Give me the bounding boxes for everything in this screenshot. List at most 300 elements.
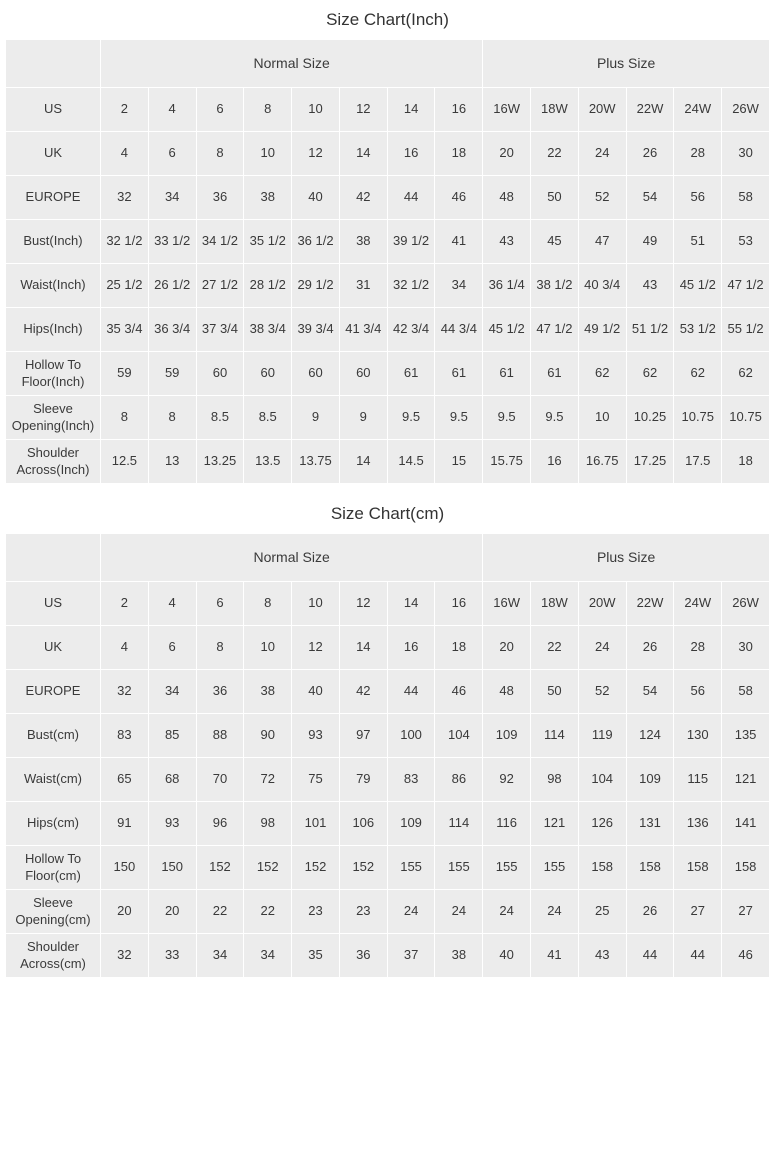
table-cell: 155 [531,846,579,890]
table-cell: 50 [531,670,579,714]
table-cell: 27 [722,890,770,934]
table-cell: 26 [626,890,674,934]
table-row [6,176,770,220]
table-cell: 42 [339,670,387,714]
table-cell: 61 [435,352,483,396]
size-table-cm-body [6,534,770,978]
table-cell: 56 [674,176,722,220]
table-cell: 17.25 [626,440,674,484]
table-cell: 48 [483,176,531,220]
table-cell: 8 [196,132,244,176]
table-cell: 23 [339,890,387,934]
table-cell: 14.5 [387,440,435,484]
table-cell: 9 [292,396,340,440]
table-cell: 36 [196,176,244,220]
table-cell: 42 [339,176,387,220]
table-cell: 35 1/2 [244,220,292,264]
table-row [6,264,770,308]
table-cell: 25 1/2 [101,264,149,308]
table-cell: 12 [339,88,387,132]
table-cell: 41 [435,220,483,264]
table-cell: 4 [101,132,149,176]
table-cell: 29 1/2 [292,264,340,308]
table-cell: 18 [435,626,483,670]
size-chart-inch-section [0,0,775,484]
table-cell: 46 [435,176,483,220]
table-cell: 35 3/4 [101,308,149,352]
size-chart-cm-section [0,494,775,978]
table-cell: 28 [674,626,722,670]
table-cell: 47 [578,220,626,264]
table-cell: 155 [387,846,435,890]
table-cell: 37 3/4 [196,308,244,352]
size-table-inch-body [6,40,770,484]
table-cell: 2 [101,88,149,132]
table-cell: 26W [722,88,770,132]
table-cell: 49 1/2 [578,308,626,352]
table-row-label: Hips(cm) [6,802,101,846]
table-corner-cell [6,534,101,582]
table-cell: 60 [339,352,387,396]
table-cell: 116 [483,802,531,846]
table-cell: 22 [196,890,244,934]
table-cell: 22 [531,626,579,670]
section-divider [0,484,775,494]
table-cell: 6 [196,88,244,132]
table-cell: 32 [101,670,149,714]
table-row-label: Shoulder Across(Inch) [6,440,101,484]
table-cell: 41 3/4 [339,308,387,352]
table-cell: 44 [387,176,435,220]
table-cell: 126 [578,802,626,846]
table-cell: 16 [387,132,435,176]
table-cell: 39 3/4 [292,308,340,352]
table-cell: 51 1/2 [626,308,674,352]
table-cell: 10 [578,396,626,440]
table-cell: 62 [578,352,626,396]
table-cell: 36 [339,934,387,978]
table-cell: 141 [722,802,770,846]
table-cell: 44 3/4 [435,308,483,352]
table-row-label: Hips(Inch) [6,308,101,352]
table-cell: 62 [626,352,674,396]
table-cell: 18 [435,132,483,176]
table-cell: 34 [148,176,196,220]
table-cell: 51 [674,220,722,264]
table-cell: 152 [292,846,340,890]
table-cell: 20 [483,132,531,176]
table-cell: 135 [722,714,770,758]
table-cell: 46 [435,670,483,714]
table-cell: 16 [531,440,579,484]
table-cell: 115 [674,758,722,802]
table-cell: 40 3/4 [578,264,626,308]
table-cell: 32 [101,176,149,220]
table-cell: 48 [483,670,531,714]
table-cell: 24 [578,132,626,176]
table-cell: 54 [626,670,674,714]
table-cell: 20 [101,890,149,934]
table-cell: 61 [531,352,579,396]
table-cell: 10.25 [626,396,674,440]
table-cell: 98 [244,802,292,846]
table-cell: 24W [674,88,722,132]
table-cell: 23 [292,890,340,934]
table-cell: 43 [626,264,674,308]
table-cell: 109 [483,714,531,758]
table-row [6,758,770,802]
table-row [6,220,770,264]
table-cell: 12 [292,132,340,176]
table-cell: 88 [196,714,244,758]
table-cell: 22 [531,132,579,176]
table-cell: 119 [578,714,626,758]
table-group-header: Plus Size [483,40,770,88]
table-cell: 30 [722,132,770,176]
table-cell: 2 [101,582,149,626]
table-cell: 44 [626,934,674,978]
table-cell: 33 [148,934,196,978]
table-cell: 58 [722,176,770,220]
table-cell: 28 1/2 [244,264,292,308]
table-cell: 55 1/2 [722,308,770,352]
table-cell: 96 [196,802,244,846]
table-cell: 12 [292,626,340,670]
table-cell: 18W [531,88,579,132]
table-cell: 43 [578,934,626,978]
table-cell: 42 3/4 [387,308,435,352]
table-cell: 83 [101,714,149,758]
table-cell: 16 [435,88,483,132]
table-cell: 34 [148,670,196,714]
table-cell: 6 [148,626,196,670]
table-row-label: Sleeve Opening(cm) [6,890,101,934]
table-cell: 14 [387,582,435,626]
table-cell: 79 [339,758,387,802]
table-row-label: Bust(cm) [6,714,101,758]
table-cell: 10 [292,582,340,626]
table-row-label: EUROPE [6,176,101,220]
table-cell: 90 [244,714,292,758]
table-cell: 6 [148,132,196,176]
table-row-label: UK [6,132,101,176]
table-cell: 45 1/2 [674,264,722,308]
table-cell: 32 1/2 [387,264,435,308]
table-cell: 16.75 [578,440,626,484]
table-row [6,626,770,670]
table-cell: 12 [339,582,387,626]
table-row [6,846,770,890]
table-cell: 93 [148,802,196,846]
table-cell: 45 1/2 [483,308,531,352]
table-cell: 37 [387,934,435,978]
table-cell: 43 [483,220,531,264]
table-row [6,352,770,396]
table-cell: 38 [244,176,292,220]
table-cell: 24 [483,890,531,934]
table-cell: 9.5 [531,396,579,440]
table-cell: 13.25 [196,440,244,484]
table-cell: 40 [292,670,340,714]
table-row [6,396,770,440]
table-row [6,670,770,714]
page-title-inch: Size Chart(Inch) [0,0,775,39]
table-cell: 10.75 [722,396,770,440]
table-cell: 9.5 [435,396,483,440]
table-cell: 152 [196,846,244,890]
table-cell: 31 [339,264,387,308]
table-cell: 24W [674,582,722,626]
table-cell: 33 1/2 [148,220,196,264]
table-cell: 35 [292,934,340,978]
table-cell: 14 [339,440,387,484]
table-cell: 38 [339,220,387,264]
table-cell: 85 [148,714,196,758]
table-cell: 158 [722,846,770,890]
table-cell: 50 [531,176,579,220]
table-cell: 24 [531,890,579,934]
table-cell: 86 [435,758,483,802]
table-cell: 10.75 [674,396,722,440]
table-cell: 121 [722,758,770,802]
table-cell: 70 [196,758,244,802]
table-cell: 15.75 [483,440,531,484]
table-cell: 150 [148,846,196,890]
table-cell: 36 1/2 [292,220,340,264]
table-cell: 24 [435,890,483,934]
table-cell: 15 [435,440,483,484]
table-cell: 65 [101,758,149,802]
table-cell: 13.75 [292,440,340,484]
table-cell: 121 [531,802,579,846]
table-cell: 4 [148,88,196,132]
table-cell: 98 [531,758,579,802]
table-cell: 158 [626,846,674,890]
table-cell: 27 1/2 [196,264,244,308]
table-cell: 59 [101,352,149,396]
table-group-header-row [6,40,770,88]
table-row [6,440,770,484]
size-table-inch [5,39,770,484]
table-cell: 13 [148,440,196,484]
table-cell: 9 [339,396,387,440]
table-cell: 158 [578,846,626,890]
table-cell: 62 [674,352,722,396]
table-cell: 155 [483,846,531,890]
table-cell: 38 [435,934,483,978]
table-cell: 61 [483,352,531,396]
table-cell: 27 [674,890,722,934]
table-cell: 62 [722,352,770,396]
table-cell: 14 [339,132,387,176]
table-cell: 8 [196,626,244,670]
table-cell: 20W [578,582,626,626]
table-cell: 60 [244,352,292,396]
table-row-label: US [6,88,101,132]
table-row-label: Hollow To Floor(Inch) [6,352,101,396]
table-cell: 44 [387,670,435,714]
table-cell: 26 [626,132,674,176]
table-cell: 26 1/2 [148,264,196,308]
table-cell: 104 [435,714,483,758]
table-row [6,890,770,934]
table-cell: 36 3/4 [148,308,196,352]
table-cell: 13.5 [244,440,292,484]
table-cell: 45 [531,220,579,264]
size-table-cm [5,533,770,978]
table-cell: 152 [244,846,292,890]
table-cell: 114 [435,802,483,846]
table-cell: 124 [626,714,674,758]
table-cell: 14 [339,626,387,670]
table-group-header: Normal Size [101,534,483,582]
table-cell: 72 [244,758,292,802]
table-row-label: Sleeve Opening(Inch) [6,396,101,440]
table-cell: 114 [531,714,579,758]
table-cell: 25 [578,890,626,934]
table-cell: 24 [578,626,626,670]
table-cell: 17.5 [674,440,722,484]
table-cell: 109 [626,758,674,802]
table-cell: 8 [244,88,292,132]
table-cell: 131 [626,802,674,846]
table-cell: 8.5 [244,396,292,440]
table-cell: 136 [674,802,722,846]
table-row [6,802,770,846]
table-cell: 97 [339,714,387,758]
table-cell: 59 [148,352,196,396]
table-cell: 101 [292,802,340,846]
table-cell: 18 [722,440,770,484]
table-group-header-row [6,534,770,582]
table-cell: 39 1/2 [387,220,435,264]
page-title-cm: Size Chart(cm) [0,494,775,533]
table-cell: 34 [244,934,292,978]
table-cell: 40 [483,934,531,978]
table-cell: 26 [626,626,674,670]
table-cell: 109 [387,802,435,846]
table-cell: 20 [483,626,531,670]
table-cell: 68 [148,758,196,802]
table-cell: 91 [101,802,149,846]
table-cell: 41 [531,934,579,978]
table-cell: 83 [387,758,435,802]
table-cell: 34 1/2 [196,220,244,264]
table-row-label: Bust(Inch) [6,220,101,264]
table-cell: 155 [435,846,483,890]
table-cell: 46 [722,934,770,978]
table-cell: 60 [292,352,340,396]
table-cell: 16 [387,626,435,670]
table-row-label: Waist(Inch) [6,264,101,308]
table-cell: 14 [387,88,435,132]
table-cell: 8 [101,396,149,440]
table-cell: 16W [483,88,531,132]
table-cell: 36 [196,670,244,714]
table-cell: 54 [626,176,674,220]
table-row [6,88,770,132]
table-row [6,308,770,352]
table-group-header: Plus Size [483,534,770,582]
table-cell: 10 [244,626,292,670]
table-cell: 6 [196,582,244,626]
table-cell: 28 [674,132,722,176]
table-cell: 36 1/4 [483,264,531,308]
table-cell: 47 1/2 [531,308,579,352]
table-cell: 4 [101,626,149,670]
table-row [6,714,770,758]
table-cell: 34 [435,264,483,308]
table-cell: 106 [339,802,387,846]
table-cell: 56 [674,670,722,714]
table-cell: 152 [339,846,387,890]
table-cell: 20W [578,88,626,132]
table-cell: 10 [244,132,292,176]
table-cell: 16W [483,582,531,626]
table-row-label: EUROPE [6,670,101,714]
table-cell: 130 [674,714,722,758]
table-cell: 44 [674,934,722,978]
table-cell: 22W [626,582,674,626]
table-cell: 53 [722,220,770,264]
table-cell: 12.5 [101,440,149,484]
table-cell: 22 [244,890,292,934]
table-cell: 38 [244,670,292,714]
table-cell: 158 [674,846,722,890]
table-cell: 18W [531,582,579,626]
table-cell: 60 [196,352,244,396]
table-cell: 53 1/2 [674,308,722,352]
table-cell: 34 [196,934,244,978]
table-cell: 32 [101,934,149,978]
table-row [6,582,770,626]
table-cell: 38 3/4 [244,308,292,352]
table-cell: 32 1/2 [101,220,149,264]
table-cell: 75 [292,758,340,802]
table-cell: 10 [292,88,340,132]
table-row-label: US [6,582,101,626]
table-cell: 22W [626,88,674,132]
table-cell: 38 1/2 [531,264,579,308]
table-cell: 8.5 [196,396,244,440]
table-cell: 8 [148,396,196,440]
table-cell: 16 [435,582,483,626]
table-cell: 47 1/2 [722,264,770,308]
table-cell: 58 [722,670,770,714]
table-cell: 150 [101,846,149,890]
table-cell: 26W [722,582,770,626]
table-row [6,132,770,176]
table-row-label: UK [6,626,101,670]
table-cell: 52 [578,670,626,714]
table-row [6,934,770,978]
table-cell: 49 [626,220,674,264]
table-group-header: Normal Size [101,40,483,88]
table-cell: 9.5 [387,396,435,440]
table-cell: 52 [578,176,626,220]
table-cell: 104 [578,758,626,802]
table-corner-cell [6,40,101,88]
table-row-label: Shoulder Across(cm) [6,934,101,978]
table-cell: 40 [292,176,340,220]
table-cell: 30 [722,626,770,670]
table-cell: 8 [244,582,292,626]
table-cell: 9.5 [483,396,531,440]
table-cell: 93 [292,714,340,758]
table-cell: 61 [387,352,435,396]
table-cell: 100 [387,714,435,758]
table-cell: 92 [483,758,531,802]
